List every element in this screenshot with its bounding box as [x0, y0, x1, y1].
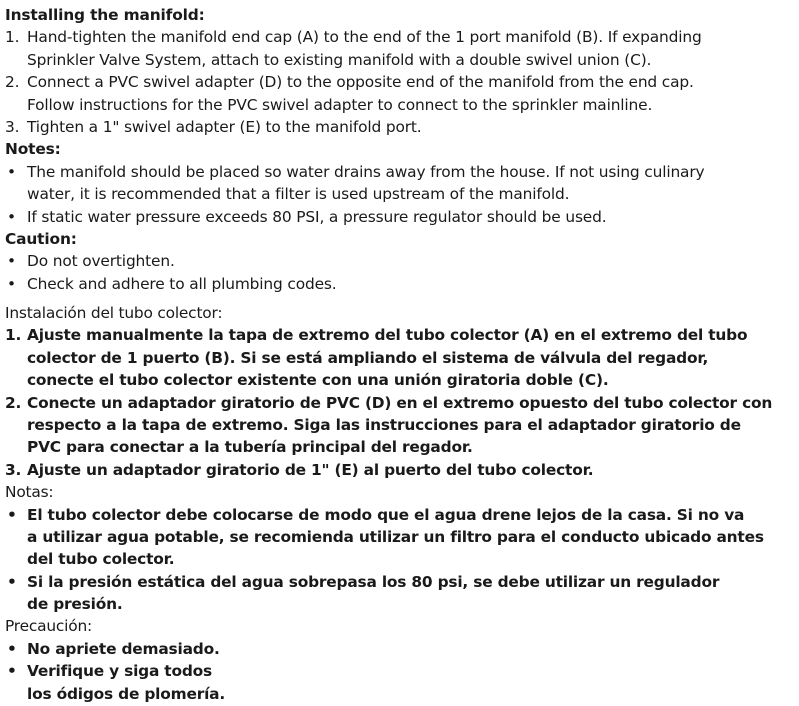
- caution-list: [5, 250, 795, 295]
- note-text-continued: de presión.: [27, 595, 123, 614]
- step-text: Hand-tighten the manifold end cap (A) to the end of the 1 port manifold (B). If expanding: [27, 28, 702, 47]
- caution-text-continued: los ódigos de plomería.: [27, 684, 225, 703]
- note-text-continued: a utilizar agua potable, se recomienda utilizar un filtro para el conducto ubicado antes: [27, 527, 764, 546]
- english-instructions: [5, 4, 795, 295]
- step-text: Ajuste manualmente la tapa de extremo del tubo colector (A) en el extremo del tubo: [27, 326, 748, 345]
- step-text: Connect a PVC swivel adapter (D) to the opposite end of the manifold from the end cap.: [27, 73, 694, 92]
- step-text-continued: respecto a la tapa de extremo. Siga las instrucciones para el adaptador giratorio de: [27, 415, 741, 434]
- caution-text: Do not overtighten.: [27, 252, 175, 271]
- caution-list-es: [5, 638, 795, 705]
- note-text-continued: del tubo colector.: [27, 550, 175, 569]
- caution-item: [5, 660, 795, 682]
- step-item: [5, 324, 795, 346]
- note-text: El tubo colector debe colocarse de modo que el agua drene lejos de la casa. Si no va: [27, 505, 745, 524]
- step-number: 2.: [5, 393, 22, 412]
- bullet-icon: •: [7, 274, 16, 293]
- step-text-continued: conecte el tubo colector existente con una unión giratoria doble (C).: [27, 371, 609, 390]
- caution-item: [5, 273, 795, 295]
- step-text-continued: Follow instructions for the PVC swivel adapter to connect to the sprinkler mainline.: [27, 95, 653, 114]
- step-number: 2.: [5, 73, 20, 92]
- note-text: If static water pressure exceeds 80 PSI, a pressure regulator should be used.: [27, 207, 607, 226]
- step-item: [5, 26, 795, 48]
- notes-heading-es: Notas:: [5, 483, 54, 502]
- step-text-continued: colector de 1 puerto (B). Si se está ampliando el sistema de válvula del regador,: [27, 348, 709, 367]
- caution-heading-es: Precaución:: [5, 617, 93, 636]
- bullet-icon: •: [7, 162, 16, 181]
- notes-list-es: [5, 504, 795, 616]
- step-number: 1.: [5, 326, 22, 345]
- bullet-icon: •: [7, 505, 17, 524]
- note-text: The manifold should be placed so water drains away from the house. If not using culinary: [27, 162, 705, 181]
- install-heading: Installing the manifold:: [5, 6, 205, 24]
- caution-text: Check and adhere to all plumbing codes.: [27, 274, 337, 293]
- note-text: Si la presión estática del agua sobrepasa los 80 psi, se debe utilizar un regulador: [27, 572, 720, 591]
- step-number: 1.: [5, 28, 20, 47]
- step-item: [5, 71, 795, 93]
- step-item: [5, 392, 795, 414]
- step-list: [5, 26, 795, 138]
- note-item: [5, 206, 795, 228]
- note-item: [5, 571, 795, 593]
- notes-heading: Notes:: [5, 140, 61, 159]
- spanish-instructions: [5, 302, 795, 705]
- step-text: Tighten a 1" swivel adapter (E) to the manifold port.: [27, 117, 422, 136]
- step-text: Conecte un adaptador giratorio de PVC (D) en el extremo opuesto del tubo colector con: [27, 393, 773, 412]
- note-item: [5, 504, 795, 526]
- step-number: 3.: [5, 117, 20, 136]
- step-text-continued: Sprinkler Valve System, attach to existing manifold with a double swivel union (C).: [27, 50, 652, 69]
- bullet-icon: •: [7, 207, 16, 226]
- caution-text: Verifique y siga todos: [27, 662, 212, 681]
- install-heading-es: Instalación del tubo colector:: [5, 304, 223, 322]
- bullet-icon: •: [7, 572, 17, 591]
- notes-list: [5, 161, 795, 228]
- step-item: [5, 459, 795, 481]
- caution-item: [5, 250, 795, 272]
- note-text-continued: water, it is recommended that a filter is used upstream of the manifold.: [27, 185, 570, 204]
- note-item: [5, 161, 795, 183]
- caution-item: [5, 638, 795, 660]
- caution-text: No apriete demasiado.: [27, 639, 220, 658]
- bullet-icon: •: [7, 662, 17, 681]
- step-item: [5, 116, 795, 138]
- step-text: Ajuste un adaptador giratorio de 1" (E) al puerto del tubo colector.: [27, 460, 594, 479]
- bullet-icon: •: [7, 639, 17, 658]
- caution-heading: Caution:: [5, 229, 77, 248]
- bullet-icon: •: [7, 252, 16, 271]
- step-text-continued: PVC para conectar a la tubería principal del regador.: [27, 438, 473, 457]
- step-number: 3.: [5, 460, 22, 479]
- step-list-es: [5, 324, 795, 481]
